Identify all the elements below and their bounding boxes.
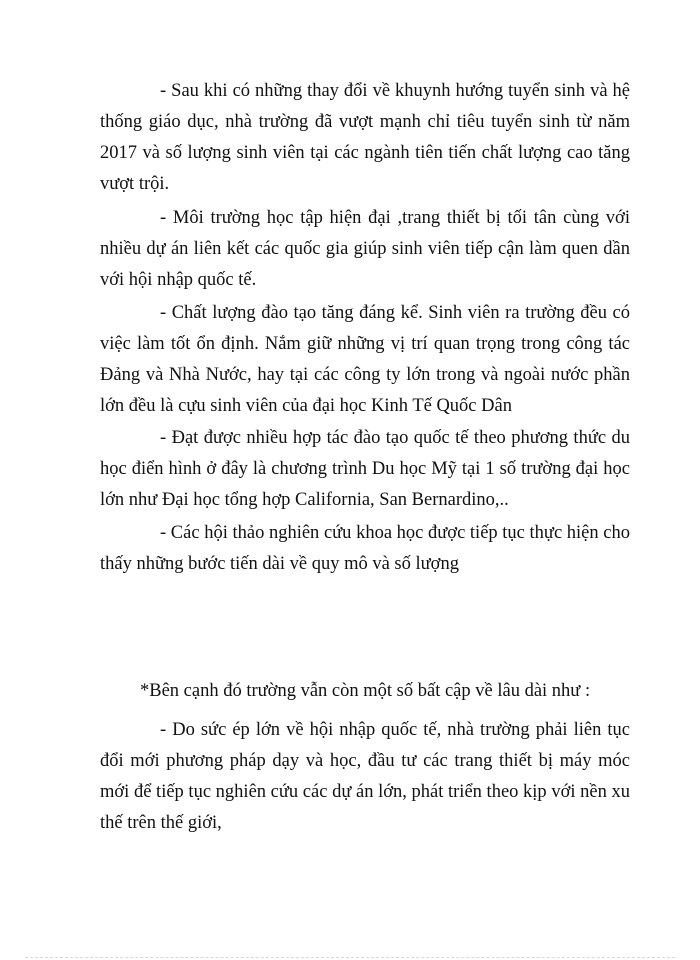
paragraph-modern-environment: - Môi trường học tập hiện đại ,trang thiết bị tối tân cùng với nhiều dự án liên kết các quốc gia giúp sinh viên tiếp cận làm quen dần với hội nhập quốc tế. [100,208,630,290]
section-lead-shortcomings: *Bên cạnh đó trường vẫn còn một số bất cập về lâu dài như : [140,681,591,701]
paragraph-integration-pressure: - Do sức ép lớn về hội nhập quốc tế, nhà trường phải liên tục đổi mới phương pháp dạy và học, đầu tư các trang thiết bị máy móc mới để tiếp tục nghiên cứu các dự án lớn, phát triển theo kịp với nền xu thế trên thế giới, [100,720,630,833]
paragraph-enrollment-growth: - Sau khi có những thay đổi về khuynh hướng tuyển sinh và hệ thống giáo dục, nhà trường đã vượt mạnh chỉ tiêu tuyển sinh từ năm 2017 và số lượng sinh viên tại các ngành tiên tiến chất lượng cao tăng vượt trội. [100,81,630,194]
page-bottom-edge [25,957,675,958]
paragraph-research-conferences: - Các hội thảo nghiên cứu khoa học được tiếp tục thực hiện cho thấy những bước tiến dài về quy mô và số lượng [100,523,630,574]
paragraph-international-cooperation: - Đạt được nhiều hợp tác đào tạo quốc tế theo phương thức du học điển hình ở đây là chương trình Du học Mỹ tại 1 số trường đại học lớn như Đại học tổng hợp California, San Bernardino,.. [100,428,630,510]
paragraph-training-quality: - Chất lượng đào tạo tăng đáng kể. Sinh viên ra trường đều có việc làm tốt ổn định. Nắm giữ những vị trí quan trọng trong công tác Đảng và Nhà Nước, hay tại các công ty lớn trong và ngoài nước phần lớn đều là cựu sinh viên của đại học Kinh Tế Quốc Dân [100,303,630,416]
